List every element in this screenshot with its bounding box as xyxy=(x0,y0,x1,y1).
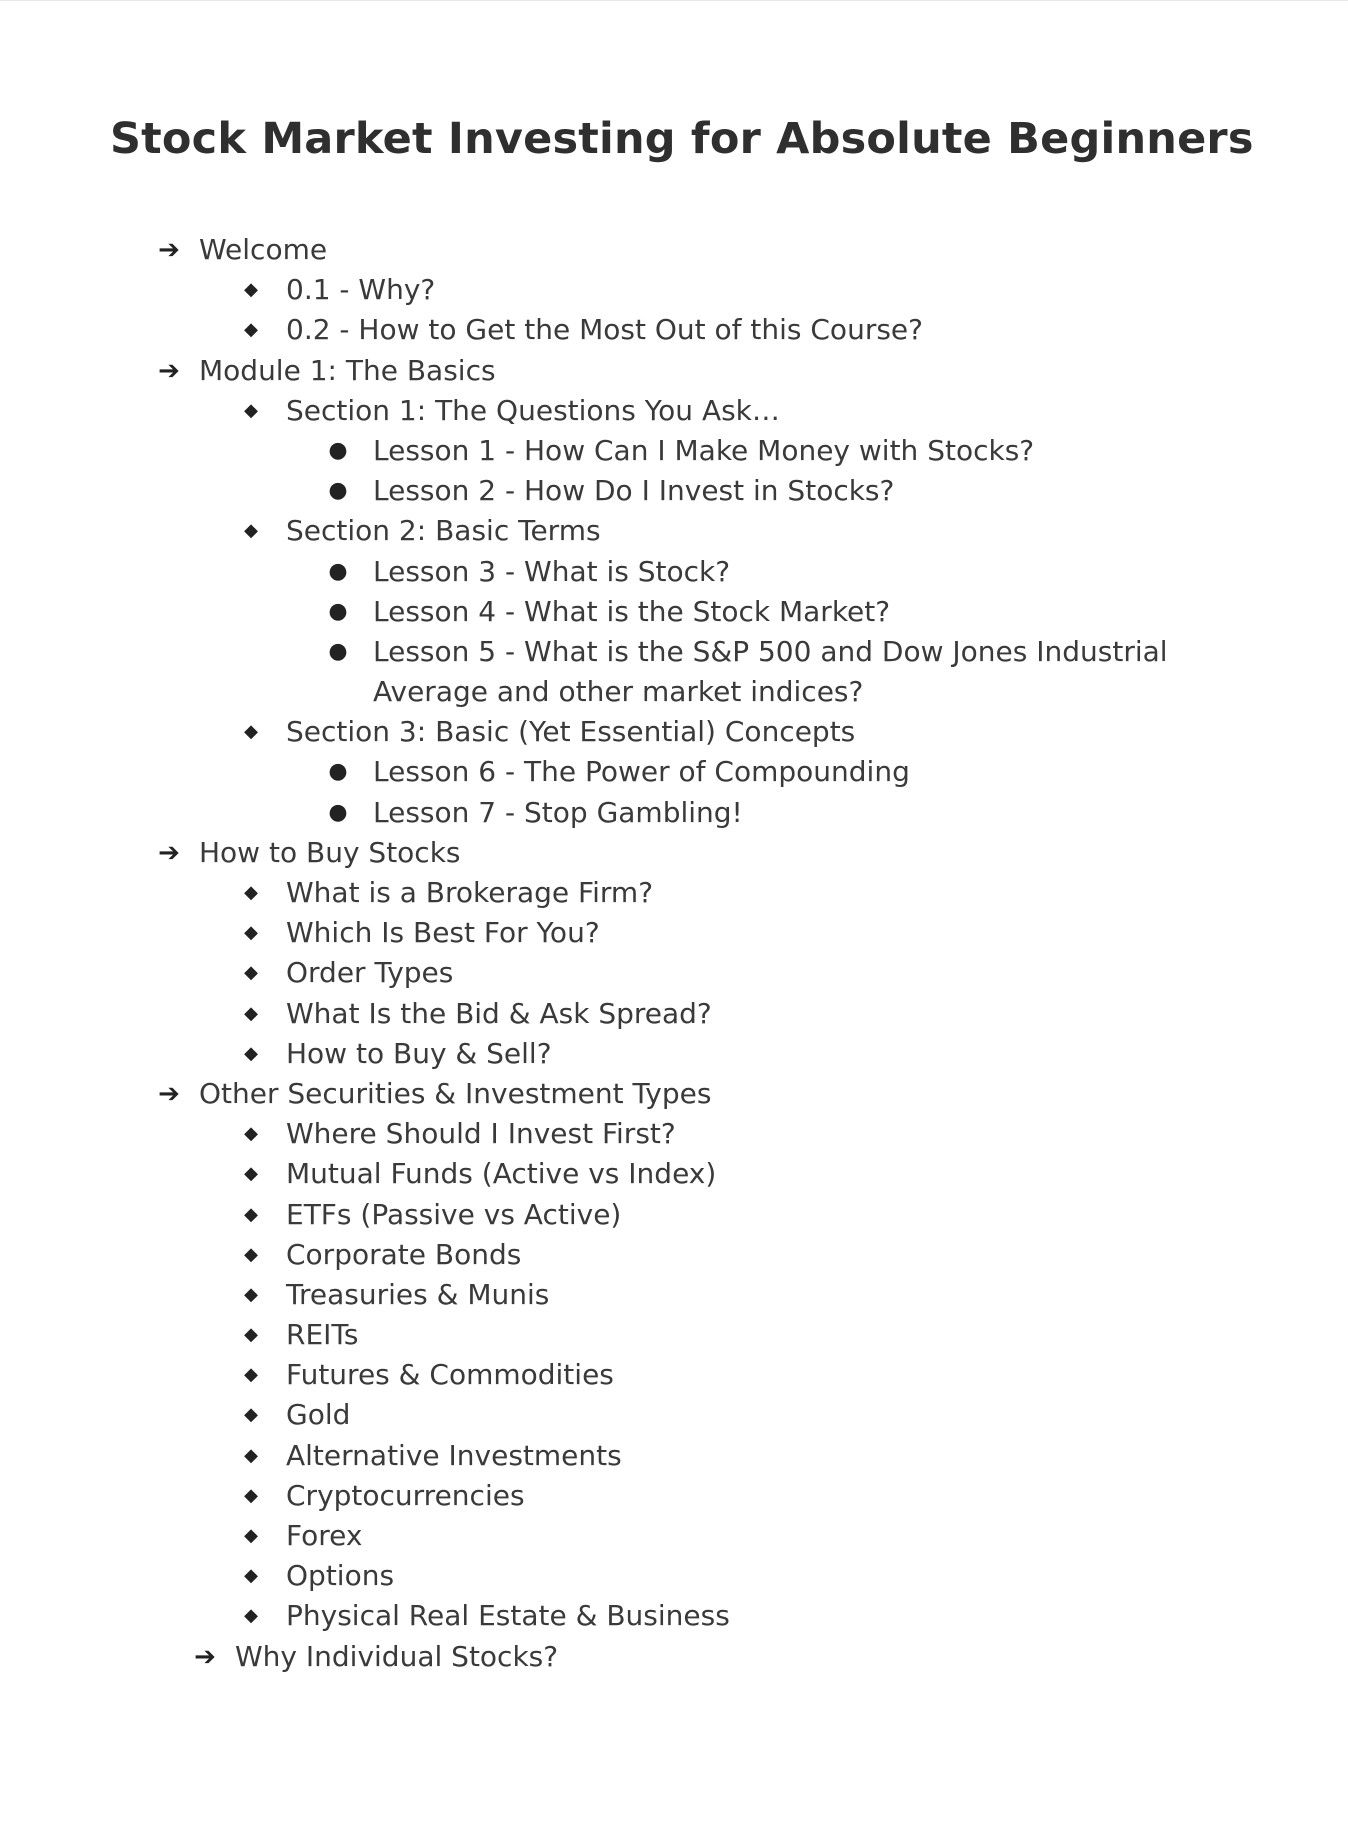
outline-section-3 xyxy=(0,712,1348,752)
diamond-bullet-icon: ◆ xyxy=(244,1002,258,1024)
bullet-icon: ● xyxy=(328,638,348,664)
outline-subitem xyxy=(0,1596,1348,1636)
document-title: Stock Market Investing for Absolute Beginners xyxy=(110,114,1254,164)
outline-lesson xyxy=(0,471,1348,511)
outline-subitem xyxy=(0,994,1348,1034)
outline-label: How to Buy & Sell? xyxy=(286,1036,552,1070)
outline-label: What is a Brokerage Firm? xyxy=(286,876,654,909)
outline-label: Physical Real Estate & Business xyxy=(286,1599,730,1633)
outline-lesson xyxy=(0,431,1348,471)
outline-subitem xyxy=(0,270,1348,310)
bullet-icon: ● xyxy=(328,558,348,584)
outline-label: Module 1: The Basics xyxy=(199,353,496,387)
course-outline xyxy=(0,230,1348,1677)
diamond-bullet-icon: ◆ xyxy=(244,1484,258,1506)
outline-item-how-to-buy-stocks xyxy=(0,833,1348,873)
outline-lesson xyxy=(0,793,1348,833)
diamond-bullet-icon: ◆ xyxy=(244,962,258,984)
diamond-bullet-icon: ◆ xyxy=(244,1364,258,1386)
arrow-icon: ➔ xyxy=(158,235,180,265)
outline-label: What Is the Bid & Ask Spread? xyxy=(286,996,712,1030)
outline-label: Gold xyxy=(286,1398,351,1432)
outline-label: Corporate Bonds xyxy=(286,1237,522,1271)
outline-item-welcome xyxy=(0,230,1348,270)
outline-label: Why Individual Stocks? xyxy=(235,1639,559,1673)
outline-label: Futures & Commodities xyxy=(286,1358,614,1392)
outline-label: Alternative Investments xyxy=(286,1438,622,1472)
outline-section-1 xyxy=(0,391,1348,431)
arrow-icon: ➔ xyxy=(158,837,180,868)
outline-label: Lesson 2 - How Do I Invest in Stocks? xyxy=(373,474,895,508)
outline-label: Treasuries & Munis xyxy=(286,1277,550,1311)
outline-subitem xyxy=(0,1556,1348,1596)
outline-label: Average and other market indices? xyxy=(373,675,864,709)
outline-subitem xyxy=(0,1275,1348,1315)
outline-label: Lesson 1 - How Can I Make Money with Stocks? xyxy=(373,433,1035,467)
outline-subitem xyxy=(0,873,1348,913)
outline-label: Section 3: Basic (Yet Essential) Concepts xyxy=(286,715,856,749)
outline-item-other-securities xyxy=(0,1074,1348,1114)
bullet-icon: ● xyxy=(328,799,348,825)
diamond-bullet-icon: ◆ xyxy=(244,1324,258,1346)
arrow-icon: ➔ xyxy=(194,1641,216,1672)
outline-subitem xyxy=(0,1476,1348,1516)
bullet-icon: ● xyxy=(328,478,348,504)
diamond-bullet-icon: ◆ xyxy=(244,1042,258,1064)
outline-subitem xyxy=(0,1516,1348,1556)
diamond-bullet-icon: ◆ xyxy=(244,1123,258,1145)
outline-subitem xyxy=(0,1154,1348,1194)
diamond-bullet-icon: ◆ xyxy=(244,1243,258,1265)
outline-item-module-1 xyxy=(0,351,1348,391)
outline-subitem xyxy=(0,1034,1348,1074)
outline-lesson xyxy=(0,552,1348,592)
diamond-bullet-icon: ◆ xyxy=(244,399,258,421)
outline-label: Lesson 7 - Stop Gambling! xyxy=(373,795,743,829)
outline-label: Lesson 4 - What is the Stock Market? xyxy=(373,594,891,628)
diamond-bullet-icon: ◆ xyxy=(244,1605,258,1627)
outline-label: Options xyxy=(286,1559,395,1593)
diamond-bullet-icon: ◆ xyxy=(244,319,258,341)
diamond-bullet-icon: ◆ xyxy=(244,1404,258,1426)
diamond-bullet-icon: ◆ xyxy=(244,520,258,542)
outline-label: How to Buy Stocks xyxy=(199,835,461,869)
outline-label: Other Securities & Investment Types xyxy=(199,1076,712,1110)
outline-section-2 xyxy=(0,511,1348,551)
outline-lesson xyxy=(0,752,1348,792)
outline-label: Which Is Best For You? xyxy=(286,916,600,950)
outline-item-why-individual-stocks xyxy=(0,1637,1348,1677)
diamond-bullet-icon: ◆ xyxy=(244,721,258,743)
outline-subitem xyxy=(0,310,1348,350)
outline-label: 0.1 - Why? xyxy=(286,273,436,307)
outline-subitem xyxy=(0,1235,1348,1275)
bullet-icon: ● xyxy=(328,437,348,463)
outline-subitem xyxy=(0,1195,1348,1235)
bullet-icon: ● xyxy=(328,759,348,785)
outline-label: Lesson 3 - What is Stock? xyxy=(373,554,731,588)
outline-label: Where Should I Invest First? xyxy=(286,1117,676,1151)
outline-label: REITs xyxy=(286,1318,359,1352)
diamond-bullet-icon: ◆ xyxy=(244,882,258,903)
outline-label: 0.2 - How to Get the Most Out of this Course? xyxy=(286,313,923,347)
outline-subitem xyxy=(0,1355,1348,1395)
outline-subitem xyxy=(0,1436,1348,1476)
outline-label: Section 1: The Questions You Ask… xyxy=(286,393,780,427)
diamond-bullet-icon: ◆ xyxy=(244,1163,258,1185)
outline-label: ETFs (Passive vs Active) xyxy=(286,1197,622,1231)
outline-subitem xyxy=(0,1114,1348,1154)
diamond-bullet-icon: ◆ xyxy=(244,279,258,301)
outline-lesson-continuation xyxy=(0,672,1348,712)
diamond-bullet-icon: ◆ xyxy=(244,1525,258,1546)
diamond-bullet-icon: ◆ xyxy=(244,1565,258,1587)
outline-lesson xyxy=(0,592,1348,632)
outline-label: Order Types xyxy=(286,956,454,990)
arrow-icon: ➔ xyxy=(158,1078,180,1109)
outline-label: Mutual Funds (Active vs Index) xyxy=(286,1157,717,1191)
outline-label: Welcome xyxy=(199,233,328,266)
arrow-icon: ➔ xyxy=(158,355,180,386)
outline-subitem xyxy=(0,913,1348,953)
diamond-bullet-icon: ◆ xyxy=(244,922,258,944)
bullet-icon: ● xyxy=(328,598,348,624)
outline-label: Forex xyxy=(286,1519,363,1552)
outline-subitem xyxy=(0,1395,1348,1435)
outline-label: Lesson 5 - What is the S&P 500 and Dow Jones Industrial xyxy=(373,634,1168,668)
diamond-bullet-icon: ◆ xyxy=(244,1444,258,1466)
outline-label: Cryptocurrencies xyxy=(286,1478,525,1512)
outline-subitem xyxy=(0,1315,1348,1355)
outline-lesson xyxy=(0,632,1348,672)
outline-subitem xyxy=(0,953,1348,993)
outline-label: Lesson 6 - The Power of Compounding xyxy=(373,755,910,789)
diamond-bullet-icon: ◆ xyxy=(244,1283,258,1305)
outline-label: Section 2: Basic Terms xyxy=(286,514,601,548)
diamond-bullet-icon: ◆ xyxy=(244,1203,258,1225)
